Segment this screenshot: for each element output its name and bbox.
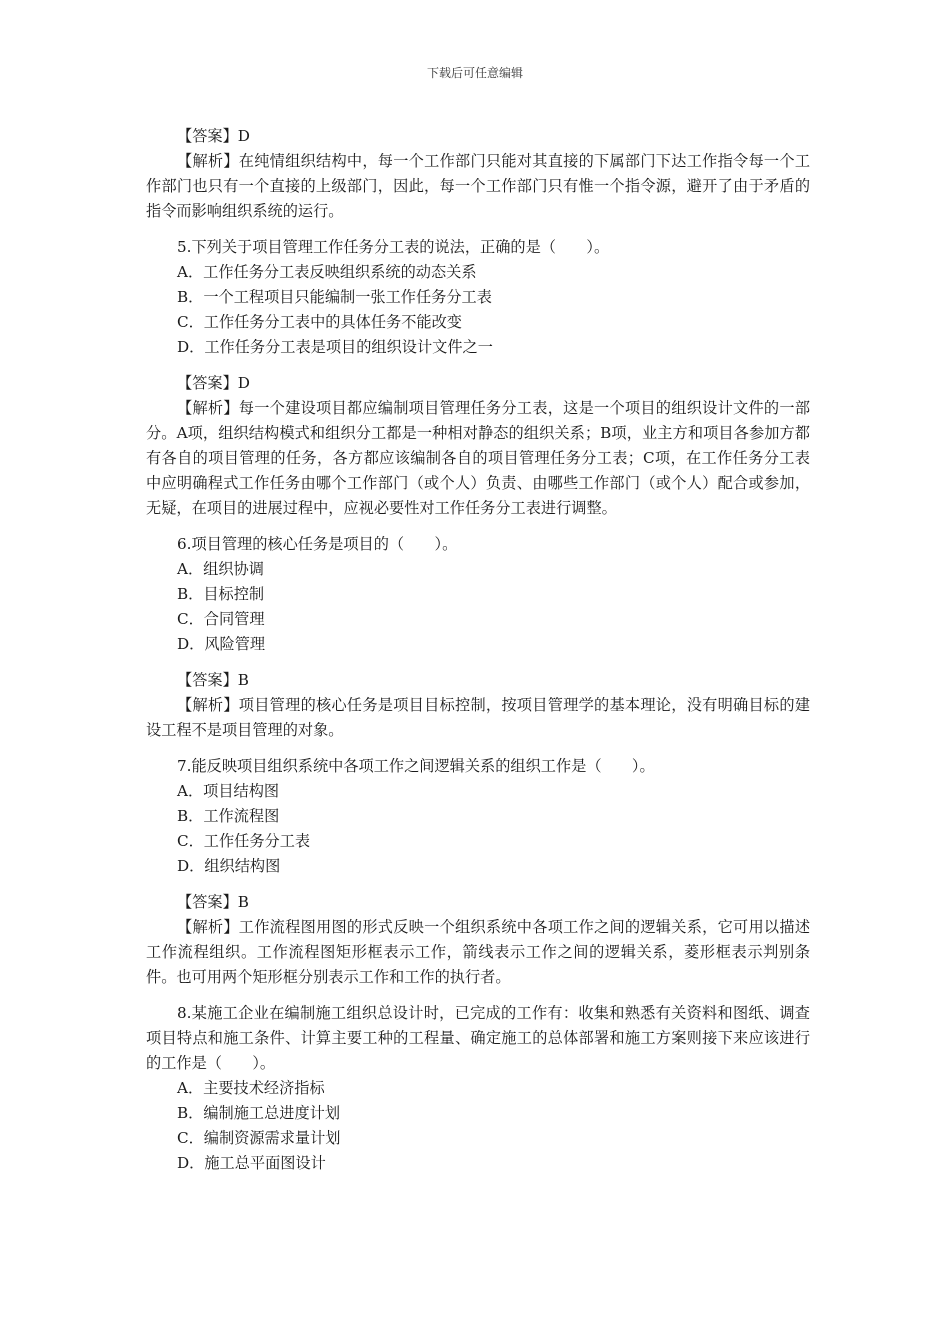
page-header: 下载后可任意编辑: [426, 66, 523, 80]
analysis-paragraph: 【解析】项目管理的核心任务是项目目标控制，按项目管理学的基本理论，没有明确目标的建设工程不是项目管理的对象。: [146, 696, 810, 739]
question-5: [146, 235, 810, 360]
option-c: C．编制资源需求量计划: [177, 1129, 341, 1147]
question-6: [146, 532, 810, 657]
option-a: A．项目结构图: [177, 782, 280, 800]
answer-block-4: [146, 124, 810, 224]
analysis-paragraph: 【解析】工作流程图用图的形式反映一个组织系统中各项工作之间的逻辑关系，它可用以描述工作流程组织。工作流程图矩形框表示工作，箭线表示工作之间的逻辑关系，菱形框表示判别条件。也可用两个矩形框分别表示工作和工作的执行者。: [146, 918, 810, 986]
option-b: B．目标控制: [177, 585, 265, 603]
option-b: B．工作流程图: [177, 807, 280, 825]
question-stem: 8.某施工企业在编制施工组织总设计时，已完成的工作有：收集和熟悉有关资料和图纸、调查项目特点和施工条件、计算主要工种的工程量、确定施工的总体部署和施工方案则接下来应该进行的工作是（ ）。: [146, 1004, 810, 1072]
answer-line: 【答案】D: [177, 374, 250, 392]
option-c: C．合同管理: [177, 610, 265, 628]
question-stem: 5.下列关于项目管理工作任务分工表的说法，正确的是（ ）。: [177, 238, 610, 256]
option-d: D．工作任务分工表是项目的组织设计文件之一: [177, 338, 493, 356]
option-d: D．组织结构图: [177, 857, 281, 875]
option-a: A．工作任务分工表反映组织系统的动态关系: [177, 263, 477, 281]
option-b: B．一个工程项目只能编制一张工作任务分工表: [177, 288, 492, 306]
answer-block-5: [146, 371, 810, 521]
question-stem: 7.能反映项目组织系统中各项工作之间逻辑关系的组织工作是（ ）。: [177, 757, 655, 775]
option-c: C．工作任务分工表中的具体任务不能改变: [177, 313, 462, 331]
answer-line: 【答案】B: [177, 893, 249, 911]
answer-line: 【答案】B: [177, 671, 249, 689]
answer-block-7: [146, 890, 810, 990]
analysis-paragraph: 【解析】每一个建设项目都应编制项目管理任务分工表，这是一个项目的组织设计文件的一部分。A项，组织结构模式和组织分工都是一种相对静态的组织关系；B项，业主方和项目各参加方都有各自的项目管理的任务，各方都应该编制各自的项目管理任务分工表；C项，在工作任务分工表中应明确程式工作任务由哪个工作部门（或个人）负责、由哪些工作部门（或个人）配合或参加，无疑，在项目的进展过程中，应视必要性对工作任务分工表进行调整。: [146, 399, 810, 517]
option-b: B．编制施工总进度计划: [177, 1104, 341, 1122]
option-a: A．主要技术经济指标: [177, 1079, 325, 1097]
question-8: [146, 1001, 810, 1176]
answer-line: 【答案】D: [177, 127, 250, 145]
question-7: [146, 754, 810, 879]
document-body: [146, 124, 810, 1187]
analysis-paragraph: 【解析】在纯情组织结构中，每一个工作部门只能对其直接的下属部门下达工作指令每一个工作部门也只有一个直接的上级部门，因此，每一个工作部门只有惟一个指令源，避开了由于矛盾的指令而影响组织系统的运行。: [146, 152, 810, 220]
option-c: C．工作任务分工表: [177, 832, 311, 850]
option-a: A．组织协调: [177, 560, 264, 578]
answer-block-6: [146, 668, 810, 743]
option-d: D．风险管理: [177, 635, 266, 653]
question-stem: 6.项目管理的核心任务是项目的（ ）。: [177, 535, 458, 553]
option-d: D．施工总平面图设计: [177, 1154, 326, 1172]
